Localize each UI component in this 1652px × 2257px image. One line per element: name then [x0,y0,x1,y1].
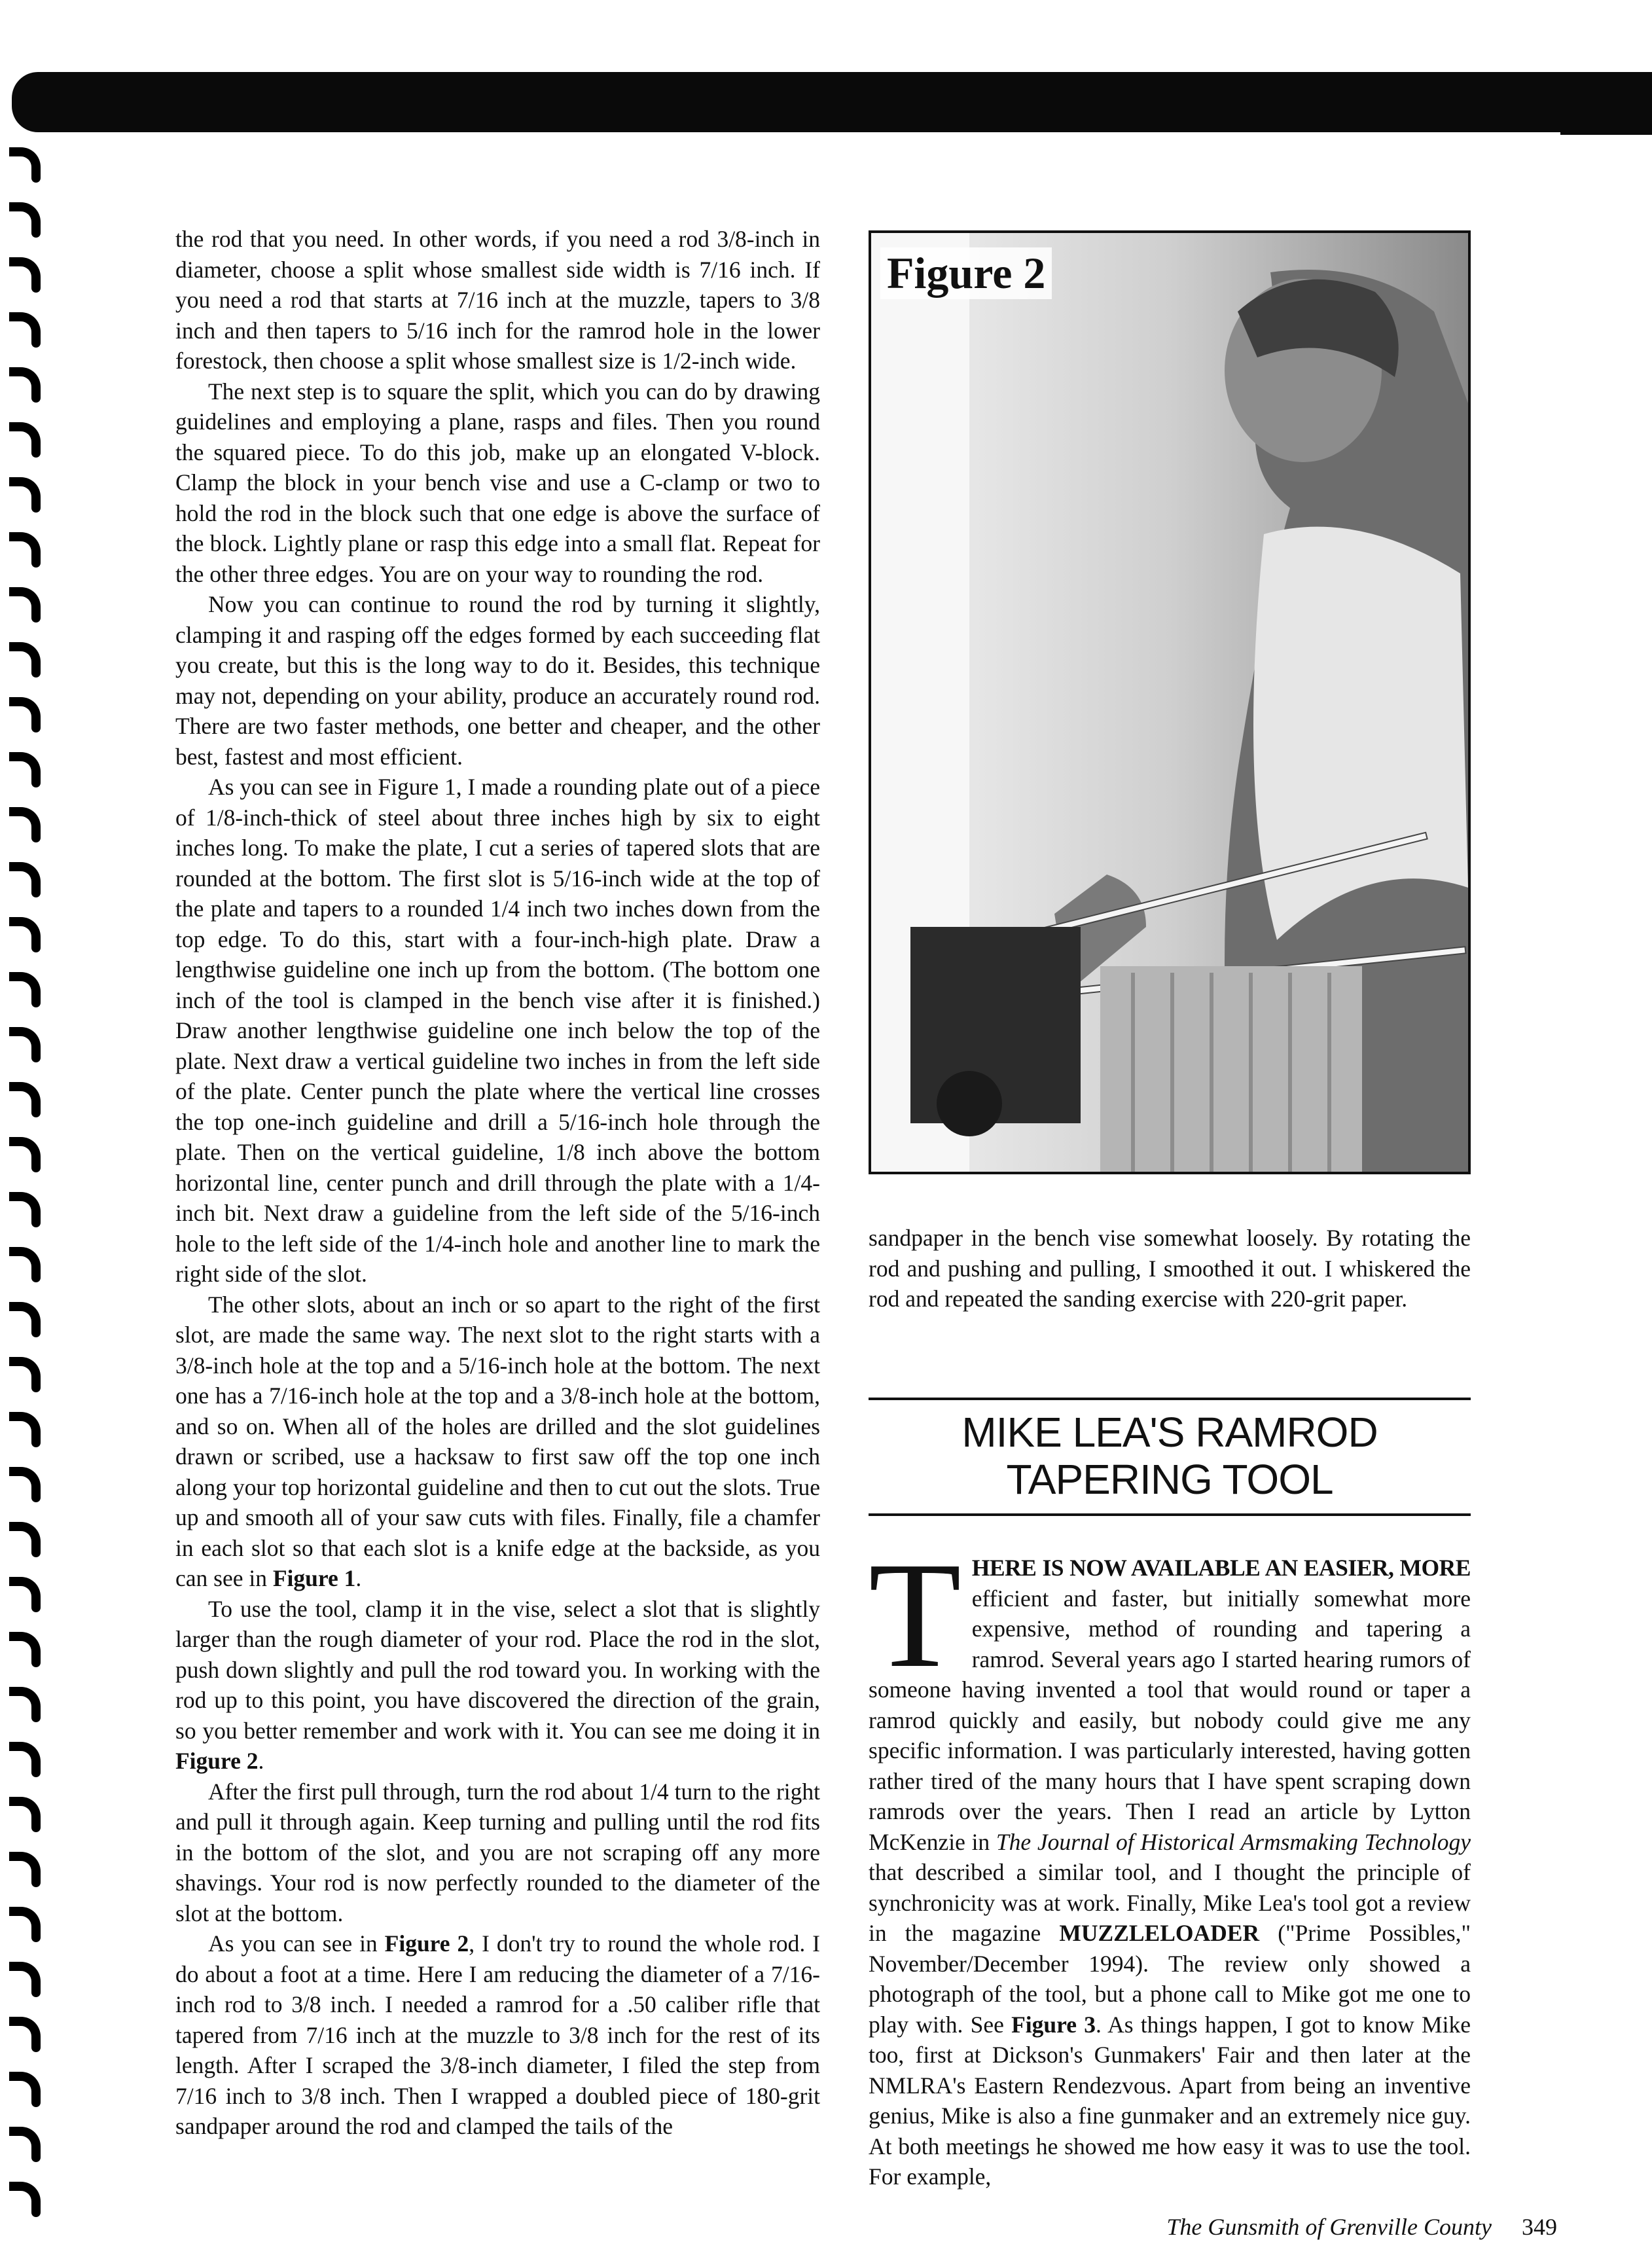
period: . [355,1565,362,1591]
binding-ring [9,532,41,553]
article-paragraph [869,1531,1471,2192]
binding-ring [9,1962,41,1983]
binding-ring [9,2182,41,2203]
binding-ring [9,972,41,993]
workshop-photo-illustration [871,233,1468,1172]
binding-ring [9,1907,41,1928]
paragraph [175,1594,820,1777]
paragraph-text: that described a similar tool, and I thought the principle of synchronicity was at work. Finally, Mike Lea's tool got a review in the magazine [869,1859,1471,1946]
magazine-title: MUZZLELOADER [1059,1920,1260,1946]
heading-rule-top [869,1398,1471,1400]
right-column-continuation [869,1223,1471,1314]
figure-2-reference: Figure 2 [175,1748,259,1774]
paragraph: Now you can continue to round the rod by turning it slightly, clamping it and rasping off the edges formed by each succeeding flat you create, but this is the long way to do it. Besides, this technique may not, depending on your ability, produce an accurately round rod. There are two faster methods, one better and cheaper, and the other best, fastest and most efficient. [175,591,820,770]
binding-ring [9,917,41,938]
binding-ring [9,1412,41,1433]
figure-2-reference: Figure 2 [384,1930,469,1957]
heading-line: MIKE LEA'S RAMROD [961,1409,1378,1456]
figure-3-reference: Figure 3 [1011,2011,1096,2038]
book-title: The Gunsmith of Grenville County [1166,2214,1492,2240]
paragraph: As you can see in Figure 1, I made a rounding plate out of a piece of 1/8-inch-thick of steel about three inches high by six to eight inches long. To make the plate, I cut a series of tapered slots that are rounded at the bottom. The first slot is 5/16-inch wide at the top of the plate and tapers to a rounded 1/4 inch two inches down from the top edge. To do this, start with a four-inch-high plate. Draw a lengthwise guideline one inch up from the bottom. (The bottom one inch of the tool is clamped in the bench vise after it is finished.) Draw another lengthwise guideline one inch below the top of the plate. Next draw a vertical guideline two inches in from the left side of the plate. Center punch the plate where the vertical line crosses the top one-inch guideline and drill a 5/16-inch hole through the plate. Then on the vertical guideline, 1/8 inch above the bottom horizontal line, center punch and drill through the plate with a 1/4-inch bit. Next draw a guideline from the left side of the 5/16-inch hole to the left side of the 1/4-inch hole and another line to mark the right side of the slot. [175,774,820,1287]
binding-ring [9,807,41,828]
binding-ring [9,367,41,388]
binding-ring [9,752,41,773]
left-column [175,224,820,2142]
figure-1-reference: Figure 1 [272,1565,356,1591]
lead-in: HERE IS NOW AVAILABLE AN EASIER, MORE [971,1555,1471,1581]
binding-ring [9,1357,41,1378]
spiral-binding [0,147,52,2242]
binding-ring [9,202,41,223]
binding-ring [9,2017,41,2038]
binding-ring [9,1137,41,1158]
paragraph: The next step is to square the split, which you can do by drawing guidelines and employing a plane, rasps and files. Then you round the squared piece. To do this job, make up an elongated V-block. Clamp the block in your bench vise and use a C-clamp or two to hold the rod in the block such that one edge is above the surface of the block. Lightly plane or rasp this edge into a small flat. Repeat for the other three edges. You are on your way to rounding the rod. [175,378,820,587]
paragraph [175,1290,820,1594]
figure-2-photo [869,230,1471,1174]
section-heading [869,1409,1471,1503]
paragraph [175,1928,820,2142]
binding-ring [9,147,41,168]
heading-rule-bottom [869,1513,1471,1516]
binding-ring [9,1082,41,1103]
binding-ring [9,642,41,663]
header-bar [12,72,1652,132]
page-footer [1166,2213,1557,2241]
paragraph-text: . As things happen, I got to know Mike too, first at Dickson's Gunmakers' Fair and then later at the NMLRA's Eastern Rendezvous. Apart from being an inventive genius, Mike is also a fine gunmaker and an extremely nice guy. At both meetings he showed me how easy it was to use the tool. For example, [869,2011,1471,2190]
figure-label: Figure 2 [880,247,1052,299]
binding-ring [9,477,41,498]
binding-ring [9,1687,41,1708]
paragraph: After the first pull through, turn the rod about 1/4 turn to the right and pull it through again. Keep turning and pulling until the rod fits in the bottom of the slot, and you are not scraping off any more shavings. Your rod is now perfectly rounded to the diameter of the slot at the bottom. [175,1778,820,1926]
paragraph-text: , I don't try to round the whole rod. I do about a foot at a time. Here I am reducing the diameter of a 7/16-inch rod to 3/8 inch. I needed a ramrod for a .50 caliber rifle that tapered from 7/16 inch at the muzzle to 3/8 inch for the rest of its length. After I scraped the 3/8-inch diameter, I filed the step from 7/16 inch to 3/8 inch. Then I wrapped a doubled piece of 180-grit sandpaper around the rod and clamped the tails of the [175,1930,820,2139]
binding-ring [9,1852,41,1873]
period: . [258,1748,264,1774]
binding-ring [9,1632,41,1653]
binding-ring [9,2127,41,2148]
right-column-article [869,1531,1471,2192]
heading-line: TAPERING TOOL [1006,1456,1333,1503]
binding-ring [9,1522,41,1543]
paragraph: the rod that you need. In other words, if you need a rod 3/8-inch in diameter, choose a split whose smallest side width is 7/16 inch. If you need a rod that starts at 7/16 inch at the muzzle, tapers to 3/8 inch and then tapers to 5/16 inch for the ramrod hole in the lower forestock, then choose a split whose smallest size is 1/2-inch wide. [175,226,820,374]
paragraph-text: ("Prime Possibles," November/December 1994). The review only showed a photograph of the tool, but a phone call to Mike got me one to play with. See [869,1920,1471,2038]
header-bar-tail [1560,128,1652,135]
binding-ring [9,862,41,883]
binding-ring [9,257,41,278]
paragraph-text: efficient and faster, but initially somewhat more expensive, method of rounding and tapering a ramrod. Several years ago I started hearing rumors of someone having invented a tool that would round or taper a ramrod quickly and easily, but nobody could give me any specific information. I was particularly interested, having gotten rather tired of the many hours that I have spent scraping down ramrods over the years. Then I read an article by Lytton McKenzie in [869,1585,1471,1855]
binding-ring [9,422,41,443]
drop-cap: T [869,1531,961,1699]
binding-ring [9,1577,41,1598]
binding-ring [9,697,41,718]
binding-ring [9,1192,41,1213]
binding-ring [9,1797,41,1818]
binding-ring [9,2072,41,2093]
journal-title: The Journal of Historical Armsmaking Technology [996,1828,1471,1855]
binding-ring [9,312,41,333]
binding-ring [9,1467,41,1488]
binding-ring [9,587,41,608]
paragraph-text: As you can see in [208,1930,378,1957]
paragraph-text: To use the tool, clamp it in the vise, select a slot that is slightly larger than the rough diameter of your rod. Place the rod in the slot, push down slightly and pull the rod toward you. In working with the rod up to this point, you have discovered the direction of the grain, so you better remember and work with it. You can see me doing it in [175,1595,820,1744]
paragraph-text: The other slots, about an inch or so apart to the right of the first slot, are made the same way. The next slot to the right starts with a 3/8-inch hole at the top and a 5/16-inch hole at the bottom. The next one has a 7/16-inch hole at the top and a 3/8-inch hole at the bottom, and so on. When all of the holes are drilled and the slot guidelines drawn or scribed, use a hacksaw to first saw off the top one inch along your top horizontal guideline and then to cut out the slots. True up and smooth all of your saw cuts with files. Finally, file a chamfer in each slot so that each slot is a knife edge at the backside, as you can see in [175,1291,820,1591]
binding-ring [9,1302,41,1323]
paragraph: sandpaper in the bench vise somewhat loosely. By rotating the rod and pushing and pulling, I smoothed it out. I whiskered the rod and repeated the sanding exercise with 220-grit paper. [869,1225,1471,1312]
binding-ring [9,1027,41,1048]
binding-ring [9,1247,41,1268]
page-number: 349 [1522,2214,1557,2240]
binding-ring [9,1742,41,1763]
